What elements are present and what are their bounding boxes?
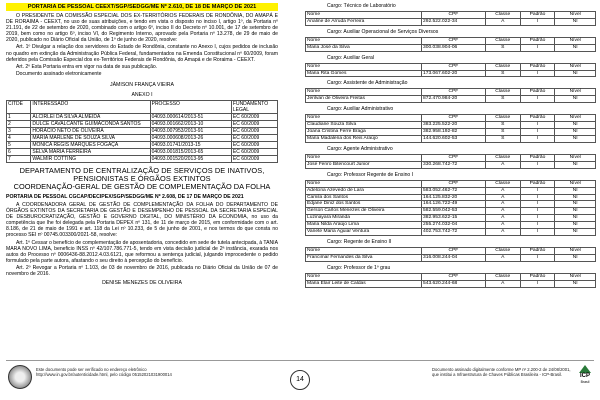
table-cell: A	[485, 201, 520, 208]
table-cell: NI	[555, 18, 596, 25]
column-header: Padrão	[520, 63, 555, 70]
table-cell: I	[520, 208, 555, 215]
column-header: Padrão	[520, 154, 555, 161]
table-header-row	[306, 115, 596, 122]
verification-link[interactable]: http://www.in.gov.br/autenticidade.html, pelo código 05152021031900014	[36, 372, 172, 377]
page-footer	[0, 360, 600, 400]
table-cell: Gerson Carlos Menezes de Oliveira	[306, 208, 422, 215]
portaria-title: PORTARIA DE PESSOAL CGCAP/DECIPEX/SGP/SEDGG/ME Nº 2.608, DE 17 DE MARÇO DE 2021	[6, 193, 244, 200]
table-row	[7, 148, 278, 155]
table-row	[306, 18, 596, 25]
table-cell: 7	[7, 155, 31, 162]
table-cell: A	[485, 215, 520, 222]
table-cell: MARIA MARLENE DE SOUZA SILVA	[31, 134, 150, 141]
signature-note	[432, 367, 571, 377]
column-header: Padrão	[520, 180, 555, 187]
table-cell: S	[485, 70, 520, 77]
column-header: Nome	[306, 273, 422, 280]
table-row	[306, 208, 596, 215]
staff-table	[305, 180, 596, 236]
table-cell: A	[485, 280, 520, 287]
table-cell: NI	[555, 280, 596, 287]
table-cell: Maria Rita Gomes	[306, 70, 422, 77]
table-cell: Analine de Arruda Ferreira	[306, 18, 422, 25]
table-cell: I	[520, 44, 555, 51]
table-cell: 173.067.602-20	[422, 70, 486, 77]
table-cell: 316.008.244-04	[422, 254, 486, 261]
staff-table	[305, 37, 596, 52]
table-cell: SELVA MARIA FERREIRA	[31, 148, 150, 155]
page-number: 14	[290, 370, 310, 390]
column-header: INTERESSADO	[31, 100, 150, 113]
table-cell: NI	[555, 135, 596, 142]
cargo-label: Cargo: Auxiliar Geral	[327, 54, 374, 61]
column-header: Nível	[555, 273, 596, 280]
table-header-row	[306, 63, 596, 70]
table-cell: 04093.007953/2013-91	[150, 127, 231, 134]
cargo-label: Cargo: Agente Administrativo	[327, 145, 393, 152]
column-header: Classe	[485, 12, 520, 19]
table-cell: I	[520, 280, 555, 287]
column-header: CPF	[422, 37, 486, 44]
table-cell: Jerilvan de Oliveira Freitas	[306, 96, 422, 103]
table-header-row	[306, 12, 596, 19]
table-cell: 04093.001662/2013-10	[150, 120, 231, 127]
column-header: Nível	[555, 247, 596, 254]
table-row	[306, 122, 596, 129]
cargo-label: Cargo: Técnico de Laboratório	[327, 3, 396, 9]
table-cell: NI	[555, 254, 596, 261]
signature-name: JÂMISON FRANÇA VIEIRA	[110, 81, 174, 88]
table-cell: MONICA REGIS MARQUES FOGAÇA	[31, 141, 150, 148]
column-header: Nome	[306, 63, 422, 70]
column-header: CPF	[422, 115, 486, 122]
table-row	[306, 96, 596, 103]
table-cell: EC 60/2009	[231, 155, 277, 162]
table-cell: NI	[555, 201, 596, 208]
table-cell: S	[485, 122, 520, 129]
table-cell: WALMIR COTTING	[31, 155, 150, 162]
table-cell: 5	[7, 141, 31, 148]
cargo-label: Cargo: Professor de 1º grau	[327, 264, 391, 271]
column-header: Nome	[306, 115, 422, 122]
table-row	[306, 70, 596, 77]
column-header: Classe	[485, 154, 520, 161]
table-cell: 4	[7, 134, 31, 141]
table-row	[7, 113, 278, 120]
signature-note-line: Documento assinado digitalmente conforme MP nº 2.200-2 de 24/08/2001,	[432, 367, 571, 372]
column-header: Nome	[306, 89, 422, 96]
column-header: Classe	[485, 63, 520, 70]
table-row	[306, 222, 596, 229]
table-row	[306, 201, 596, 208]
table-cell: I	[520, 222, 555, 229]
table-cell: S	[485, 96, 520, 103]
table-row	[306, 254, 596, 261]
table-header-row	[7, 100, 278, 113]
portaria-heading: PORTARIA DE PESSOAL CEEXT/SGP/SEDGG/ME Nº 2.610, DE 18 DE MARÇO DE 2021	[6, 3, 278, 11]
column-header: Classe	[485, 180, 520, 187]
table-cell: 383.225.522-20	[422, 122, 486, 129]
table-cell: I	[520, 201, 555, 208]
table-cell: 292.522.022-34	[422, 18, 486, 25]
column-header: Nome	[306, 247, 422, 254]
column-header: Padrão	[520, 89, 555, 96]
staff-table	[305, 154, 596, 169]
table-cell: 255.274.032-04	[422, 222, 486, 229]
icp-title: ICP	[579, 373, 590, 379]
table-cell: I	[520, 187, 555, 194]
column-header: Padrão	[520, 247, 555, 254]
table-cell: A	[485, 187, 520, 194]
table-cell: Joana Cristina Ferre Braga	[306, 129, 422, 136]
table-cell: S	[485, 135, 520, 142]
table-cell: A	[485, 18, 520, 25]
column-header: Classe	[485, 273, 520, 280]
left-column	[6, 3, 278, 290]
column-header: CPF	[422, 180, 486, 187]
table-cell: NI	[555, 44, 596, 51]
staff-table	[305, 114, 596, 143]
table-cell: I	[520, 129, 555, 136]
table-cell: I	[520, 96, 555, 103]
column-header: Nome	[306, 180, 422, 187]
column-header: Padrão	[520, 12, 555, 19]
table-row	[7, 120, 278, 127]
signature-note-line: que institui a Infraestrutura de Chaves Públicas Brasileira - ICP-Brasil.	[432, 372, 563, 377]
table-cell: 144.620.602-53	[422, 135, 486, 142]
column-header: Padrão	[520, 37, 555, 44]
table-row	[7, 141, 278, 148]
table-cell: Maria Nilda Araújo Lima	[306, 222, 422, 229]
table-cell: I	[520, 254, 555, 261]
column-header: CITDE	[7, 100, 31, 113]
table-cell: I	[520, 122, 555, 129]
table-cell: A	[485, 222, 520, 229]
table-cell: A	[485, 194, 520, 201]
table-cell: Edjane Diniz dos Santos	[306, 201, 422, 208]
column-header: Classe	[485, 247, 520, 254]
column-header: Nível	[555, 12, 596, 19]
staff-table	[305, 273, 596, 288]
table-row	[7, 155, 278, 162]
table-cell: A	[485, 254, 520, 261]
table-cell: 330.268.742-72	[422, 161, 486, 168]
table-header-row	[306, 154, 596, 161]
paragraph: Art. 1º Cessar o benefício de complementação de aposentadoria, concedido em sede de tutela antecipada, à TANIA MARA NOVO LIMA, beneficio INSS nº 42/107.786.771-5, tendo em vista decisão judicial de 2ª instância, exarada nos autos do Processo nº 0006436-88.2012.4.03.6121, que reformou a sentença judicial, julgando improcedente o pedido formulado pela parte autora, afastando o seu direito à percepção do benefício.	[6, 239, 278, 264]
footer-divider	[6, 360, 594, 361]
paragraph: O PRESIDENTE DA COMISSÃO ESPECIAL DOS EX-TERRITÓRIOS FEDERAIS DE RONDÔNIA, DO AMAPÁ E DE RORAIMA - CEEXT, no uso de suas atribuições, e tendo em vista o disposto no inciso I, artigo 1º, da Portaria nº 21.191, de 22 de setembro de 2020, combinado com o artigo 6º, inciso II do Decreto nº 10.001, de 17 de setembro de 2019, bem como no artigo 6º, inciso VI, do Regimento Interno, aprovado pela Portaria nº 13.278, de 29 de maio de 2020, publicado no Diário Oficial da União, de 1º de junho de 2020, resolve:	[6, 13, 278, 44]
table-cell: 872.470.984-20	[422, 96, 486, 103]
table-row	[306, 135, 596, 142]
icp-subtitle: Brasil	[580, 380, 590, 384]
table-row	[306, 215, 596, 222]
table-cell: NI	[555, 96, 596, 103]
column-header: Nome	[306, 154, 422, 161]
table-cell: NI	[555, 222, 596, 229]
column-header: FUNDAMENTO LEGAL	[231, 100, 277, 113]
table-cell: I	[520, 70, 555, 77]
table-cell: DULCE CAVALCANTE GUIMACONDA SANTOS	[31, 120, 150, 127]
table-cell: NI	[555, 161, 596, 168]
right-column	[305, 0, 596, 288]
staff-table	[305, 88, 596, 103]
table-cell: Maria Elair Leite de Caldas	[306, 280, 422, 287]
table-cell: EC 60/2009	[231, 148, 277, 155]
table-cell: 402.753.742-72	[422, 229, 486, 236]
table-row	[306, 280, 596, 287]
table-row	[7, 127, 278, 134]
table-row	[306, 229, 596, 236]
verification-line: Este documento pode ser verificado no endereço eletrônico	[36, 367, 147, 372]
table-cell: A	[485, 208, 520, 215]
table-cell: A	[485, 229, 520, 236]
table-cell: 1	[7, 113, 31, 120]
table-header-row	[306, 273, 596, 280]
table-cell: Claudiane Souza Silva	[306, 122, 422, 129]
table-cell: 382.958.192-82	[422, 129, 486, 136]
column-header: Nível	[555, 89, 596, 96]
icp-brasil-logo	[575, 365, 595, 387]
table-row	[306, 44, 596, 51]
paragraph: Art. 2º Revogar a Portaria nº 1.103, de 03 de novembro de 2016, publicada no Diário Oficial da União de 07 de novembro de 2016.	[6, 264, 278, 277]
table-cell: I	[520, 229, 555, 236]
column-header: Nível	[555, 180, 596, 187]
table-cell: Maria José da Silva	[306, 44, 422, 51]
column-header: Classe	[485, 89, 520, 96]
column-header: CPF	[422, 273, 486, 280]
staff-table	[305, 11, 596, 26]
table-cell: 6	[7, 148, 31, 155]
column-header: Padrão	[520, 115, 555, 122]
coat-of-arms-icon	[8, 365, 32, 389]
table-cell: HORÁCIO NETO DE OLIVEIRA	[31, 127, 150, 134]
paragraph: Documento assinado eletronicamente	[16, 70, 102, 77]
table-cell: 164.125.832-20	[422, 194, 486, 201]
table-cell: 582.559.042-53	[422, 208, 486, 215]
table-cell: NI	[555, 122, 596, 129]
column-header: Nível	[555, 37, 596, 44]
table-cell: I	[520, 161, 555, 168]
table-cell: 04093.01741/2013-15	[150, 141, 231, 148]
cargo-label: Cargo: Assistente de Administração	[327, 80, 408, 87]
paragraph: Art. 2º Esta Portaria entra em vigor na data de sua publicação.	[16, 63, 158, 70]
column-header: CPF	[422, 89, 486, 96]
paragraph: A COORDENADORA GERAL DE GESTÃO DE COMPLEMENTAÇÃO DA FOLHA DO DEPARTAMENTO DE ÓRGÃOS EXTINTOS DA SECRETARIA DE GESTÃO E DESEMPENHO DE PESSOAL DA SECRETARIA ESPECIAL DE DESBUROCRATIZAÇÃO, GESTÃO E GOVERNO DIGITAL, DO MINISTÉRIO DA ECONOMIA, no uso da competência que lhe foi delegada pela Portaria DEPEX nº 131, de 11 de março de 2015, em conformidade com o art. 8.186, de 21 de maio de 1991 e art. 118 da Lei nº 10.233, de 5 de junho de 2001, e nos termos do que consta no processo SEI nº 00745.003300/2021-58, resolve:	[6, 201, 278, 239]
table-cell: Camila dos Santos	[306, 194, 422, 201]
table-cell: NI	[555, 215, 596, 222]
table-cell: 543.620.244-68	[422, 280, 486, 287]
annex-title: ANEXO I	[131, 91, 153, 98]
table-cell: NI	[555, 208, 596, 215]
column-header: PROCESSO	[150, 100, 231, 113]
table-row	[306, 129, 596, 136]
column-header: Classe	[485, 37, 520, 44]
table-cell: NI	[555, 129, 596, 136]
cargo-label: Cargo: Auxiliar Administrativo	[327, 106, 394, 113]
table-header-row	[306, 180, 596, 187]
table-cell: NI	[555, 187, 596, 194]
signature-name: DENISE MENEZES DE OLIVEIRA	[102, 280, 182, 287]
column-header: CPF	[422, 63, 486, 70]
cargo-label: Cargo: Regente de Ensino II	[327, 238, 392, 245]
column-header: CPF	[422, 12, 486, 19]
table-cell: EC 60/2009	[231, 127, 277, 134]
table-cell: Adelcina Azevedo de Lara	[306, 187, 422, 194]
table-cell: José Fenro Bitencourt Junior	[306, 161, 422, 168]
table-cell: 164.126.722-49	[422, 201, 486, 208]
table-cell: NI	[555, 70, 596, 77]
table-row	[7, 134, 278, 141]
table-cell: I	[520, 18, 555, 25]
table-row	[306, 194, 596, 201]
table-cell: 3	[7, 127, 31, 134]
table-cell: NI	[555, 194, 596, 201]
table-cell: I	[520, 215, 555, 222]
table-cell: 382.953.622-15	[422, 215, 486, 222]
table-cell: 04093.001815/2013-65	[150, 148, 231, 155]
table-cell: Francimar Fernandes da Silva	[306, 254, 422, 261]
icp-triangle-icon	[579, 365, 591, 373]
table-cell: S	[485, 44, 520, 51]
table-cell: 04093.001520/2013-95	[150, 155, 231, 162]
table-header-row	[306, 89, 596, 96]
column-header: Nome	[306, 37, 422, 44]
table-cell: NI	[555, 229, 596, 236]
column-header: CPF	[422, 247, 486, 254]
table-cell: S	[485, 129, 520, 136]
table-cell: EC 60/2009	[231, 134, 277, 141]
column-header: Nível	[555, 154, 596, 161]
department-title: DEPARTAMENTO DE CENTRALIZAÇÃO DE SERVIÇOS DE INATIVOS, PENSIONISTAS E ÓRGÃOS EXTINTOS	[19, 165, 265, 183]
table-cell: 583.052.462-72	[422, 187, 486, 194]
staff-table	[305, 247, 596, 262]
table-row	[306, 161, 596, 168]
coordination-title: COORDENAÇÃO-GERAL DE GESTÃO DE COMPLEMENTAÇÃO DA FOLHA	[13, 181, 271, 191]
table-cell: 04093.000614/2013-51	[150, 113, 231, 120]
table-cell: EC 60/2009	[231, 113, 277, 120]
cargo-label: Cargo: Auxiliar Operacional de Serviços Diversos	[327, 28, 439, 35]
column-header: Nível	[555, 115, 596, 122]
table-cell: ALCIRLEI DA SILVA ALMEIDA	[31, 113, 150, 120]
table-cell: 300.038.904-06	[422, 44, 486, 51]
paragraph: Art. 1º Divulgar a relação dos servidores do Estado de Rondônia, constante no Anexo I, cujos pedidos de inclusão no quadro em extinção da Administração Pública Federal, fundamentados na Emenda Constitucional nº 60/2009, foram deferidos pela Comissão Especial dos ex-Territórios Federais de Rondônia, do Amapá e de Roraima - CEEXT.	[6, 44, 278, 63]
annex-table	[6, 100, 278, 163]
table-cell: Vanete Maria Aguiar Ventura	[306, 229, 422, 236]
table-cell: 04093.000608/2013-26	[150, 134, 231, 141]
table-cell: A	[485, 161, 520, 168]
table-cell: 2	[7, 120, 31, 127]
table-header-row	[306, 37, 596, 44]
table-cell: Luzinayara Miranda	[306, 215, 422, 222]
column-header: Nome	[306, 12, 422, 19]
column-header: CPF	[422, 154, 486, 161]
staff-table	[305, 63, 596, 78]
table-cell: EC 60/2009	[231, 141, 277, 148]
table-cell: I	[520, 135, 555, 142]
column-header: Nível	[555, 63, 596, 70]
column-header: Padrão	[520, 273, 555, 280]
table-cell: EC 60/2009	[231, 120, 277, 127]
table-row	[306, 187, 596, 194]
cargo-label: Cargo: Professor Regente de Ensino I	[327, 171, 414, 178]
table-header-row	[306, 247, 596, 254]
table-cell: I	[520, 194, 555, 201]
column-header: Classe	[485, 115, 520, 122]
table-cell: Maria Madalena dos Reis Araújo	[306, 135, 422, 142]
verification-text	[36, 367, 172, 377]
